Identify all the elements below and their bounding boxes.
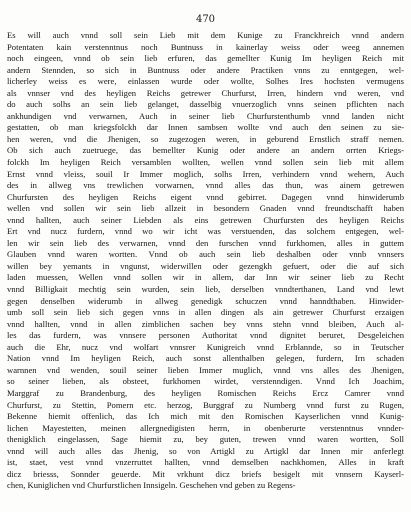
text-line: Glauben vnnd waren wortten. Vnnd ob auch sein lieb deshalben oder vnnb vnnsers <box>7 249 404 260</box>
text-line: hen weren, vnd die Jhenigen, so zugezogen weren, in geburend Ernstlich straff nemen. <box>7 133 404 144</box>
text-line: umb soll sein lieb sich gegen vnns in allen dingen als ain getrewer Churfurst erzaigen <box>7 307 404 318</box>
text-line: so seiner lieben, als obsteet, furkhomen wirdet, verstenndigen. Vnnd Ich Joachim, <box>7 376 404 387</box>
document-body <box>7 30 404 492</box>
text-line: vnnd will auch alles das Jhenig, so von Artigkl zu Artigkl dar Innen mir anferlegt <box>7 445 404 456</box>
text-line: Nation vnnd Im heyligen Reich, auch sonst allenthalben gelegen, furdern, Irn schaden <box>7 353 404 364</box>
text-line: ankhundigen vnd verwarnen, Auch in seiner lieb Churfurstenthumb vnnd landen nicht <box>7 110 404 121</box>
text-line: andern Stennden, so sich in Buntnuss oder andere Practiken vnns zu enntgegen, wel- <box>7 64 404 75</box>
text-line: Es will auch vnnd soll sein Lieb mit dem Kunige zu Franckhreich vnnd andern <box>7 30 404 40</box>
text-line: willen bey yemants in vngunst, widerwillen oder gezengkh gefuert, oder die auf sich <box>7 260 404 271</box>
text-line: Marggraf zu Brandenburg, des heyligen Romischen Reichs Ercz Camrer vnnd <box>7 387 404 398</box>
text-line: laden muessen, Wellen vnnd sollen wir in allem, dar Inn wir seiner lieb zu Recht <box>7 272 404 283</box>
text-line: vnnd hallten, auch seiner Liebden als eins getrewen Churfursten des heyligen Reichs <box>7 214 404 225</box>
text-line: des in allweg vns trewlichen vorwarnen, vnnd alles das thun, was ainem getrewen <box>7 180 404 191</box>
text-line: vnnd Billigkait mechtig sein wurden, sein lieb, derselben vnndterthanen, Land vnd lewt <box>7 284 404 295</box>
text-line: gestatten, ob man kriegsfolckh dar Innen sambsen wollte vnd auch den seinen zu sie- <box>7 122 404 133</box>
text-line: ist, staet, vest vnnd vnzerruttet hallten, vnnd demselben nachkhomen, Alles in kraft <box>7 457 404 468</box>
text-line: warnnen vnd wenden, souil seiner lieben Immer muglich, vnnd vns alles des Jhenigen, <box>7 364 404 375</box>
text-line: folckh Im heyligen Reich versamblen wollten, wellen vnnd sollen sein lieb mit allem <box>7 157 404 168</box>
text-line: als vnnser vnd des heyligen Reichs getrewer Churfurst, Irren, hindern vnd weren, vnd <box>7 87 404 98</box>
page-number: 470 <box>195 14 216 25</box>
text-line: gegen denselben widerumb in allweg genedigk schuczen vnnd hanndthaben. Hinwider- <box>7 295 404 306</box>
text-line: Churfurst, zu Stettin, Pomern etc. herzog, Burggraf zu Numberg vnnd furst zu Rugen, <box>7 399 404 410</box>
text-line: Churfursten des heyligen Reichs eigent vnnd gebirret. Dagegen vnnd hinwiderumb <box>7 191 404 202</box>
text-line: wellen vnd sollen wir sein lieb allzeit in besondern Gnaden vnnd freundtschafft haben <box>7 203 404 214</box>
text-line: noch eingeen, vnnd ob sein lieb erfuren, das gemellter Kunig Im heyligen Reich mit <box>7 53 404 64</box>
text-line: len wir sein lieb des verwarnen, vnnd den furschen vnnd furkhomen, alles in guttem <box>7 237 404 248</box>
text-line: Potentaten kain verstenntnus noch Buntnuss in kainerlay weiss oder weeg annemen <box>7 41 404 52</box>
text-line: les das furdern, was vnnsere personen Authoritat vnnd dignitet beruret, Desgeleichen <box>7 330 404 341</box>
text-line: do auch solhs an sein lieb gelanget, dasselbig vnuerzoglich vnns seinen pflichten nach <box>7 99 404 110</box>
text-line: Bekenne hiemit offenlich, das Ich mich mit den Romischen Kayserlichen vnnd Kunig- <box>7 411 404 422</box>
text-line: Ernst vnnd vleiss, souil Ir Immer moglich, solhs Irren, verhindern vnnd wehern, Auch <box>7 168 404 179</box>
text-line: lichen Mayestetten, meinen allergnedigisten herrn, in obenberurte verstenntnus vnnder- <box>7 422 404 433</box>
text-line: Ert vnd nucz furdern, vnnd wo wir icht was verstuenden, das solchem entgegen, wel- <box>7 226 404 237</box>
text-line: auch die Ehr, nucz vnd wolfart vnnsrer Kunigreich vnnd Erblannde, so in Teutscher <box>7 341 404 352</box>
text-line: dicz briesss, Sonnder geuerde. Mit vrkhunt dicz briefs besigelt mit vnnsern Kayserl- <box>7 468 404 479</box>
text-line: chen, Kuniglichen vnd Churfurstlichen Innsigeln. Geschehen vnd geben zu Regens- <box>7 480 296 491</box>
text-line: thenigklich eingelassen, Sage hiemit zu, bey guten, trewen vnnd waren wortten, Soll <box>7 434 404 445</box>
text-line: licherley weiss es were, einlassen wurde oder wollte, Solhes Ires hochsten vermugens <box>7 76 404 87</box>
text-line: vnnd hallten, vnnd in allen zimblichen sachen bey vnns stehn vnnd bleiben, Auch al- <box>7 318 404 329</box>
text-line: Ob sich auch zuetruege, das bemellter Kunig oder andere an andern orrten Kriegs- <box>7 145 404 156</box>
